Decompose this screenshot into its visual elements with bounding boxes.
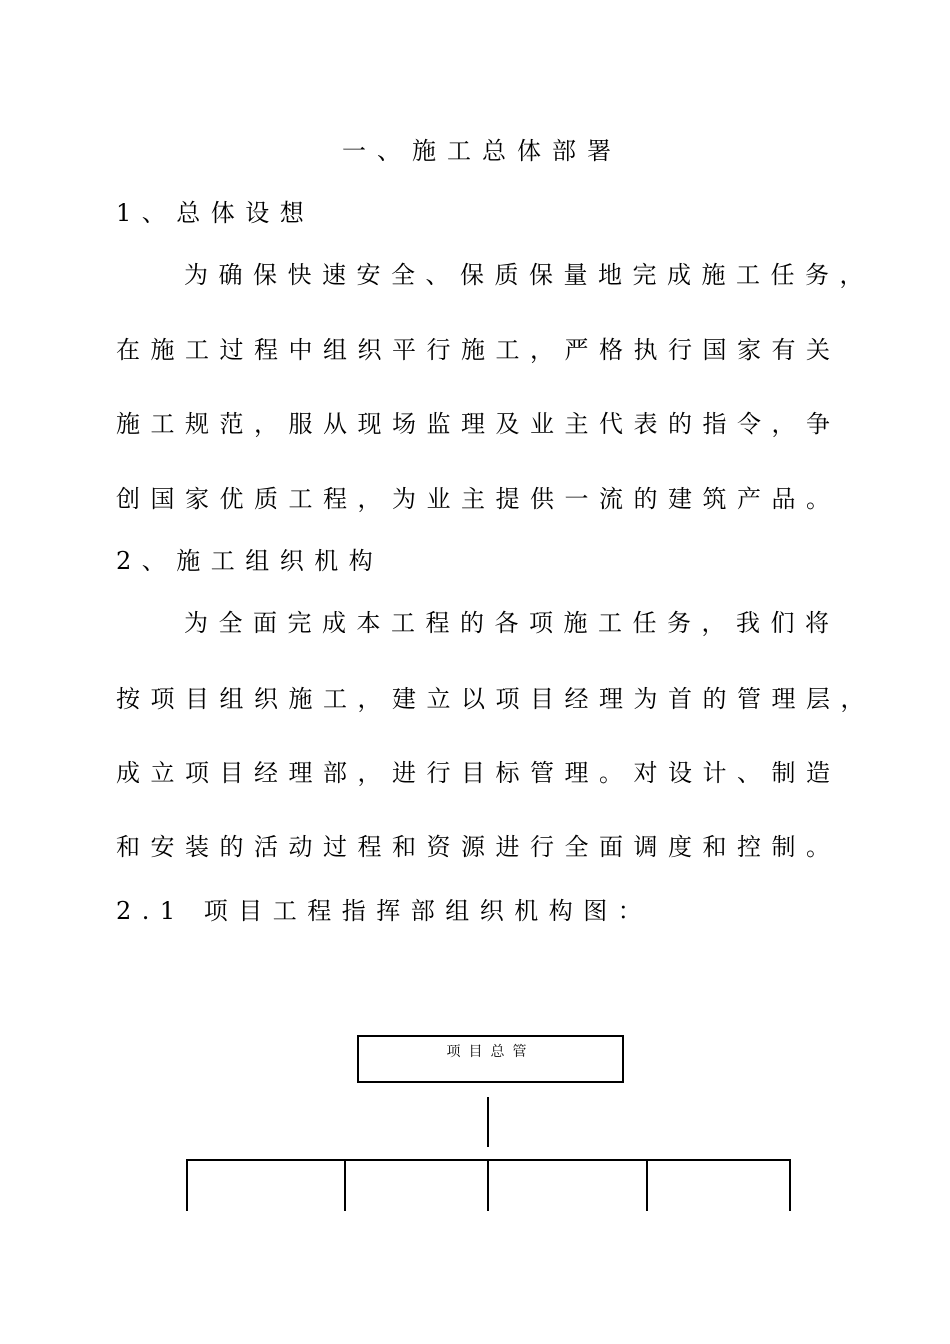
section-1-paragraph-line: 施工规范，服从现场监理及业主代表的指令，争 bbox=[116, 410, 841, 438]
section-2-paragraph-line: 成立项目经理部，进行目标管理。对设计、制造 bbox=[116, 759, 841, 787]
section-2-heading: 2、施工组织机构 bbox=[116, 547, 384, 575]
section-2-paragraph-line: 为全面完成本工程的各项施工任务，我们将 bbox=[184, 609, 840, 637]
org-chart-branch-line bbox=[344, 1159, 346, 1211]
org-chart-branch-line bbox=[186, 1159, 188, 1211]
section-1-paragraph-line: 在施工过程中组织平行施工，严格执行国家有关 bbox=[116, 336, 841, 364]
org-chart-root-box bbox=[357, 1035, 624, 1083]
org-chart-branch-line bbox=[487, 1159, 489, 1211]
section-2-1-heading: 2.1 项目工程指挥部组织机构图： bbox=[116, 897, 653, 925]
section-2-paragraph-line: 和安装的活动过程和资源进行全面调度和控制。 bbox=[116, 833, 841, 861]
section-1-paragraph-line: 为确保快速安全、保质保量地完成施工任务， bbox=[184, 261, 874, 289]
org-chart-connector-vertical bbox=[487, 1097, 489, 1147]
section-2-paragraph-line: 按项目组织施工，建立以项目经理为首的管理层， bbox=[116, 685, 875, 713]
org-chart-root-label: 项目总管 bbox=[446, 1044, 535, 1060]
page-title: 一、施工总体部署 bbox=[342, 137, 622, 165]
section-1-heading: 1、总体设想 bbox=[116, 199, 315, 227]
org-chart-branch-line bbox=[646, 1159, 648, 1211]
section-1-paragraph-line: 创国家优质工程，为业主提供一流的建筑产品。 bbox=[116, 485, 841, 513]
org-chart-branch-line bbox=[789, 1159, 791, 1211]
